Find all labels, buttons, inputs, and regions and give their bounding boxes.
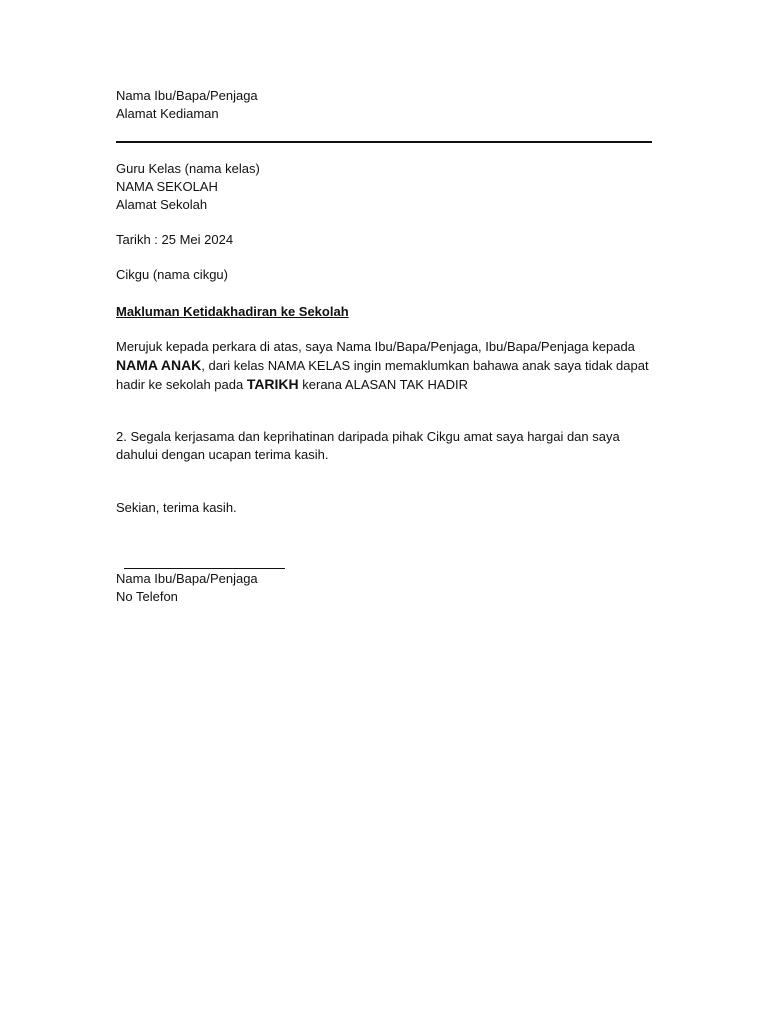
paragraph-1 [116,338,656,394]
letter-subject: Makluman Ketidakhadiran ke Sekolah [116,304,349,319]
recipient-teacher: Guru Kelas (nama kelas) [116,161,260,176]
letter-date: Tarikh : 25 Mei 2024 [116,232,234,247]
paragraph-1-text-a: Merujuk kepada perkara di atas, saya Nama Ibu/Bapa/Penjaga, Ibu/Bapa/Penjaga kepada [116,339,635,354]
header-divider [116,141,652,143]
signature-name: Nama Ibu/Bapa/Penjaga [116,571,258,586]
recipient-address: Alamat Sekolah [116,197,208,212]
paragraph-1-text-b: , dari kelas NAMA KELAS ingin memaklumkan bahawa anak saya tidak dapat hadir ke sekolah pada [116,358,649,392]
paragraph-2: 2. Segala kerjasama dan keprihatinan daripada pihak Cikgu amat saya hargai dan saya dahului dengan ucapan terima kasih. [116,429,620,462]
date-placeholder: TARIKH [246,376,299,392]
signature-line [124,568,285,569]
sender-address: Alamat Kediaman [116,106,219,121]
salutation: Cikgu (nama cikgu) [116,267,228,282]
closing: Sekian, terima kasih. [116,500,237,515]
paragraph-1-text-c: kerana ALASAN TAK HADIR [298,377,468,392]
recipient-school: NAMA SEKOLAH [116,179,218,194]
signature-phone: No Telefon [116,589,178,604]
sender-name: Nama Ibu/Bapa/Penjaga [116,88,258,103]
child-name-placeholder: NAMA ANAK [116,357,202,373]
